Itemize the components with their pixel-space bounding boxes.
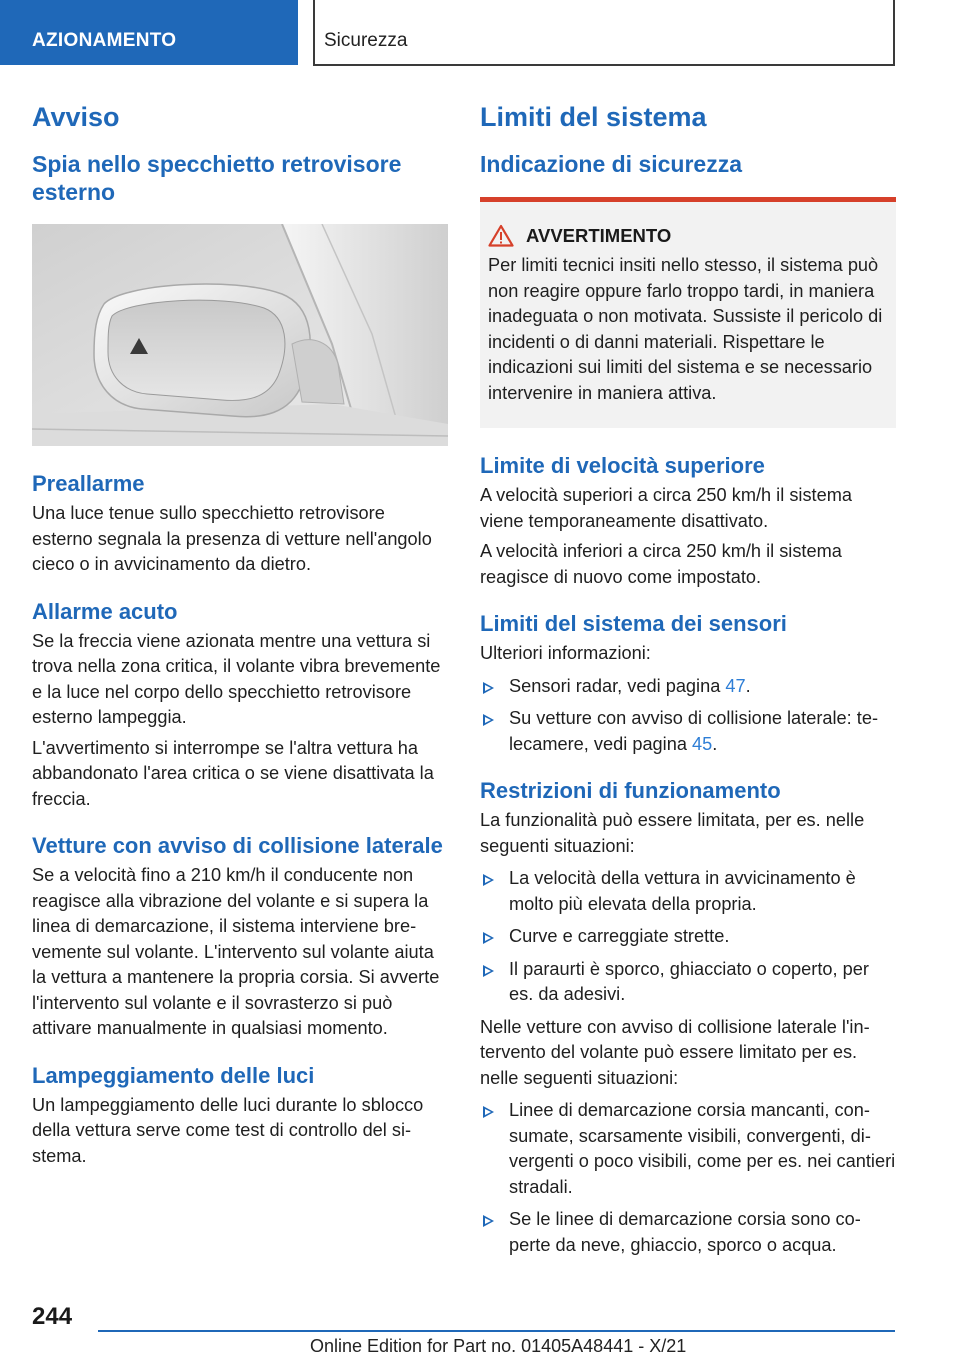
heading-preallarme: Preallarme — [32, 471, 145, 496]
text-lampeggiamento: Un lampeggiamento delle luci durante lo sblocco della vettura serve come test di controllo del sistema. — [32, 1094, 424, 1166]
heading-limiti-sensori: Limiti del sistema dei sensori — [480, 611, 787, 636]
side-mirror-image — [32, 224, 448, 446]
text-collisione-laterale: Se a velocità fino a 210 km/h il conducente non reagisce alla vibrazione del volante e si supera la linea di demarcazione, il sistema interviene brevemente sul volante. L'intervento sul volante aiuta la vettura a mantenere la propria corsia. Si avverte l'intervento sul volante e il sovrasterzo si può attivare manualmente in qualsiasi momento. — [32, 865, 440, 1038]
collisione-list — [480, 1098, 896, 1258]
left-column — [32, 100, 448, 1169]
list-item: Curve e carreggiate strette. — [480, 924, 896, 950]
heading-restrizioni: Restrizioni di funzionamento — [480, 778, 781, 803]
text-velocita-2: A velocità inferiori a circa 250 km/h il sistema reagisce di nuovo come impostato. — [480, 541, 842, 587]
sensori-list — [480, 674, 896, 758]
header-divider-right — [893, 0, 895, 66]
text-allarme-2: L'avvertimento si interrompe se l'altra vettura ha abbandonato l'area critica o se viene disattivata la freccia. — [32, 737, 434, 809]
mirror-illustration — [32, 224, 448, 446]
text-collisione-intro: Nelle vetture con avviso di collisione laterale l'intervento del volante può essere limitato per es. nelle seguenti situazioni: — [480, 1016, 870, 1088]
warning-title: AVVERTIMENTO — [526, 224, 672, 246]
list-item: Se le linee di demarcazione corsia sono coperte da neve, ghiaccio, sporco o acqua. — [480, 1207, 896, 1258]
list-item: Su vetture con avviso di collisione laterale: telecamere, vedi pagina 45. — [480, 706, 896, 757]
footer-rule — [98, 1330, 895, 1332]
header-chapter-title: Sicurezza — [324, 30, 408, 51]
header-divider — [313, 0, 315, 65]
restrizioni-list — [480, 866, 896, 1008]
list-item: Sensori radar, vedi pagina 47. — [480, 674, 896, 700]
page-link-47[interactable]: 47 — [725, 675, 746, 696]
heading-limiti-sistema: Limiti del sistema — [480, 102, 707, 132]
warning-text: Per limiti tecnici insiti nello stesso, il sistema può non reagire oppure farlo troppo tardi, in maniera inadeguata o non motivata. Sussiste il pericolo di incidenti o di danni materiali. Rispettare le indicazioni sui limiti del sistema e se necessario intervenire in maniera attiva. — [488, 255, 883, 403]
warning-triangle-icon — [488, 224, 514, 247]
list-item: Linee di demarcazione corsia mancanti, consumate, scarsamente visibili, convergenti, divergenti o poco visibili, come per es. nei cantieri stradali. — [480, 1098, 896, 1200]
heading-allarme-acuto: Allarme acuto — [32, 598, 178, 624]
heading-lampeggiamento: Lampeggiamento delle luci — [32, 1062, 315, 1088]
text-sensori-intro: Ulteriori informazioni: — [480, 643, 651, 663]
heading-spia-specchietto: Spia nello specchietto retrovisore esterno — [32, 151, 402, 205]
heading-avviso: Avviso — [32, 102, 120, 132]
footer-edition: Online Edition for Part no. 01405A48441 - X/21 — [310, 1336, 687, 1356]
heading-limite-velocita: Limite di velocità superiore — [480, 453, 765, 478]
header-underline — [313, 64, 895, 66]
header-section-tab: AZIONAMENTO — [0, 0, 298, 65]
right-column — [480, 100, 896, 1258]
page-link-45[interactable]: 45 — [692, 733, 713, 754]
list-item: Il paraurti è sporco, ghiacciato o coperto, per es. da adesivi. — [480, 957, 896, 1008]
text-velocita-1: A velocità superiori a circa 250 km/h il sistema viene temporaneamente disattivato. — [480, 485, 852, 531]
text-restrizioni-intro: La funzionalità può essere limitata, per es. nelle seguenti situazioni: — [480, 810, 865, 856]
heading-collisione-laterale: Vetture con avviso di collisione laterale — [32, 833, 443, 858]
heading-indicazione-sicurezza: Indicazione di sicurezza — [480, 151, 743, 177]
page-number: 244 — [32, 1303, 73, 1330]
text-allarme-1: Se la freccia viene azionata mentre una vettura si trova nella zona critica, il volante vibra brevemente e la luce nel corpo dello specchietto retrovisore esterno lampeggia. — [32, 630, 441, 727]
warning-box — [480, 202, 896, 428]
text-preallarme: Una luce tenue sullo specchietto retrovisore esterno segnala la presenza di vetture nell'angolo cieco o in avvicinamento da dietro. — [32, 503, 432, 574]
list-item: La velocità della vettura in avvicinamento è molto più elevata della propria. — [480, 866, 896, 917]
